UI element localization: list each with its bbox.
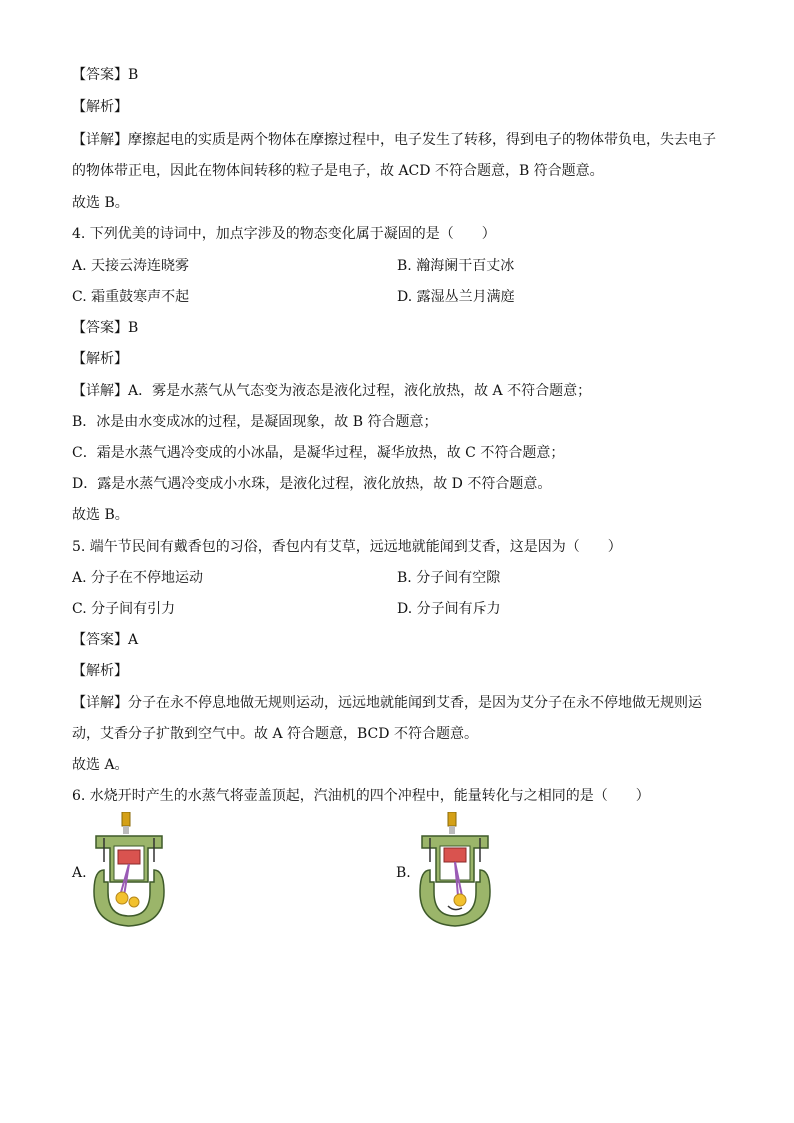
option-4b: B. 瀚海阑干百丈冰 — [397, 258, 515, 274]
option-6a-label: A. — [72, 865, 87, 881]
answer-label: 【答案】A — [72, 632, 139, 648]
option-6b-label: B. — [396, 865, 411, 881]
detail-text: D．露是水蒸气遇冷变成小水珠，是液化过程，液化放热，故 D 不符合题意。 — [72, 476, 552, 492]
answer-label: 【答案】B — [72, 67, 139, 83]
choice-conclusion: 故选 A。 — [72, 757, 129, 773]
option-4d: D. 露湿丛兰月满庭 — [397, 289, 515, 305]
detail-text: 【详解】摩擦起电的实质是两个物体在摩擦过程中，电子发生了转移，得到电子的物体带负电，失去电子 — [72, 132, 716, 148]
question-5: 5. 端午节民间有戴香包的习俗，香包内有艾草，远远地就能闻到艾香，这是因为（ ） — [72, 539, 622, 555]
analysis-label: 【解析】 — [72, 99, 128, 115]
detail-text: C．霜是水蒸气遇冷变成的小冰晶，是凝华过程，凝华放热，故 C 不符合题意； — [72, 445, 565, 461]
option-4a: A. 天接云涛连晓雾 — [72, 258, 190, 274]
analysis-label: 【解析】 — [72, 663, 128, 679]
engine-diagram-a — [92, 812, 166, 930]
question-6: 6. 水烧开时产生的水蒸气将壶盖顶起，汽油机的四个冲程中，能量转化与之相同的是（ ） — [72, 788, 650, 804]
detail-text: 【详解】A．雾是水蒸气从气态变为液态是液化过程，液化放热，故 A 不符合题意； — [72, 383, 592, 399]
question-4: 4. 下列优美的诗词中，加点字涉及的物态变化属于凝固的是（ ） — [72, 226, 496, 242]
option-5b: B. 分子间有空隙 — [397, 570, 501, 586]
option-5a: A. 分子在不停地运动 — [72, 570, 204, 586]
analysis-label: 【解析】 — [72, 351, 128, 367]
option-5c: C. 分子间有引力 — [72, 601, 176, 617]
detail-text: 【详解】分子在永不停息地做无规则运动，远远地就能闻到艾香，是因为艾分子在永不停地做无规则运 — [72, 695, 702, 711]
engine-diagram-b — [418, 812, 492, 930]
detail-text: 的物体带正电，因此在物体间转移的粒子是电子，故 ACD 不符合题意，B 符合题意。 — [72, 163, 604, 179]
option-5d: D. 分子间有斥力 — [397, 601, 501, 617]
detail-text: 动，艾香分子扩散到空气中。故 A 符合题意，BCD 不符合题意。 — [72, 726, 478, 742]
detail-text: B．冰是由水变成冰的过程，是凝固现象，故 B 符合题意； — [72, 414, 438, 430]
choice-conclusion: 故选 B。 — [72, 507, 129, 523]
choice-conclusion: 故选 B。 — [72, 195, 129, 211]
option-4c: C. 霜重鼓寒声不起 — [72, 289, 190, 305]
answer-label: 【答案】B — [72, 320, 139, 336]
